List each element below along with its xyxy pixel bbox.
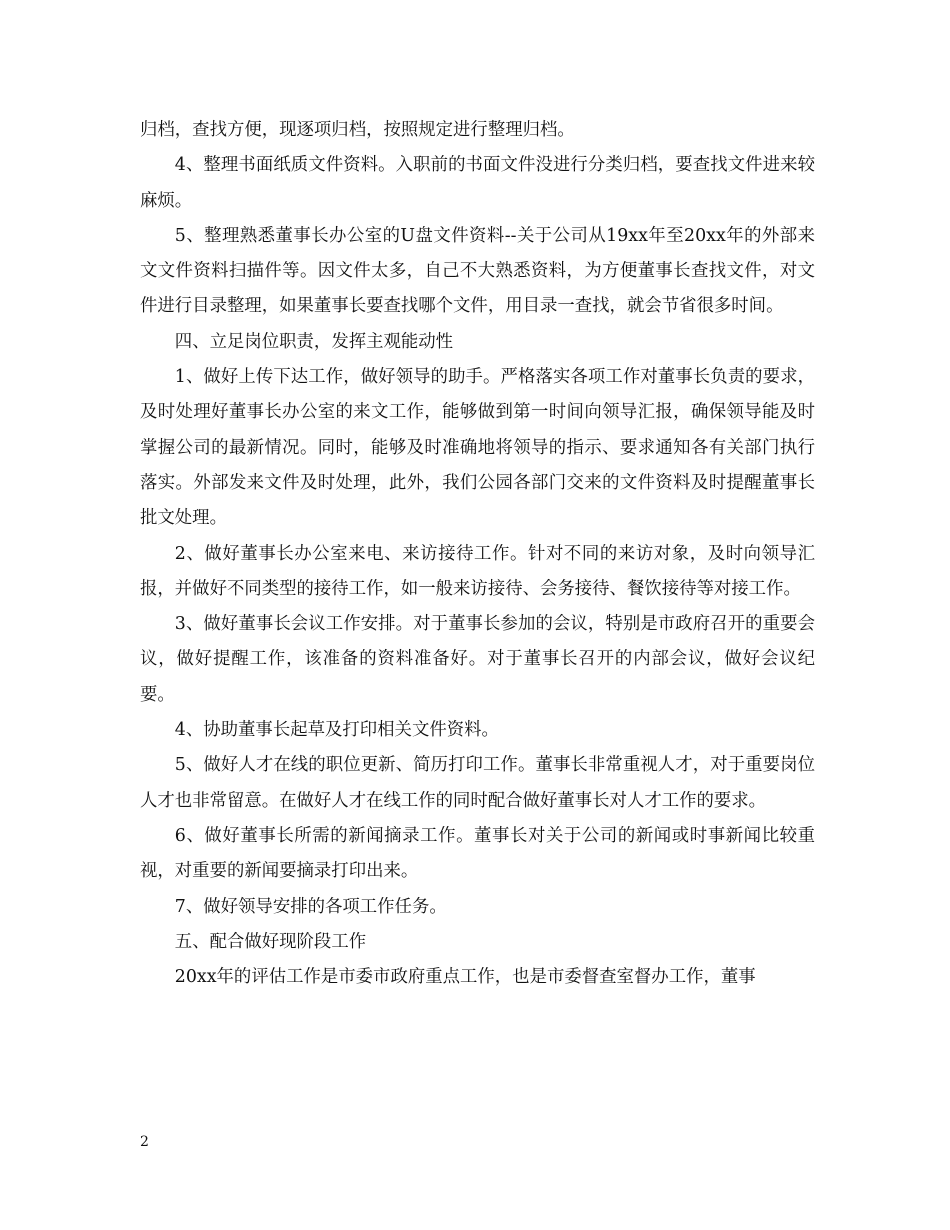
paragraph-8: 4、协助董事长起草及打印相关文件资料。 xyxy=(174,720,499,741)
paragraph-3: 5、整理熟悉董事长办公室的U盘文件资料--关于公司从19xx年至20xx年的外部来文文件资料扫描件等。因文件太多，自己不大熟悉资料，为方便董事长查找文件，对文件进行目录整理，如果董事长要查找哪个文件，用目录一查找，就会节省很多时间。 xyxy=(140,225,815,317)
section-heading-5: 五、配合做好现阶段工作 xyxy=(174,931,367,952)
paragraph-5: 1、做好上传下达工作，做好领导的助手。严格落实各项工作对董事长负责的要求，及时处理好董事长办公室的来文工作，能够做到第一时间向领导汇报，确保领导能及时掌握公司的最新情况。同时，能够及时准确地将领导的指示、要求通知各有关部门执行落实。外部发来文件及时处理，此外，我们公园各部门交来的文件资料及时提醒董事长批文处理。 xyxy=(140,367,815,529)
paragraph-2: 4、整理书面纸质文件资料。入职前的书面文件没进行分类归档，要查找文件进来较麻烦。 xyxy=(140,155,815,211)
paragraph-11: 7、做好领导安排的各项工作任务。 xyxy=(174,896,447,917)
paragraph-10: 6、做好董事长所需的新闻摘录工作。董事长对关于公司的新闻或时事新闻比较重视，对重要的新闻要摘录打印出来。 xyxy=(140,825,815,882)
paragraph-6: 2、做好董事长办公室来电、来访接待工作。针对不同的来访对象，及时向领导汇报，并做好不同类型的接待工作，如一般来访接待、会务接待、餐饮接待等对接工作。 xyxy=(140,543,815,599)
section-heading-4: 四、立足岗位职责，发挥主观能动性 xyxy=(174,331,454,352)
paragraph-1: 归档，查找方便，现逐项归档，按照规定进行整理归档。 xyxy=(140,120,575,140)
paragraph-13: 20xx年的评估工作是市委市政府重点工作，也是市委督查室督办工作，董事 xyxy=(174,967,756,988)
document-body xyxy=(140,113,815,995)
paragraph-9: 5、做好人才在线的职位更新、简历打印工作。董事长非常重视人才，对于重要岗位人才也非常留意。在做好人才在线工作的同时配合做好董事长对人才工作的要求。 xyxy=(140,755,815,811)
paragraph-7: 3、做好董事长会议工作安排。对于董事长参加的会议，特别是市政府召开的重要会议，做好提醒工作，该准备的资料准备好。对于董事长召开的内部会议，做好会议纪要。 xyxy=(140,614,815,705)
page-number: 2 xyxy=(140,1134,149,1150)
